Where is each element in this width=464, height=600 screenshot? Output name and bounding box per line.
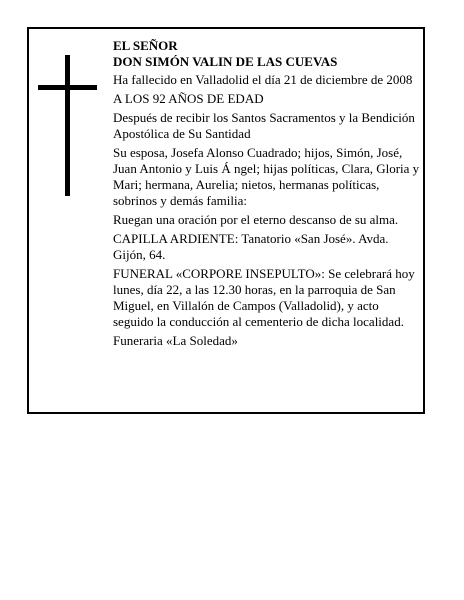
deceased-name: DON SIMÓN VALIN DE LAS CUEVAS	[113, 54, 338, 70]
death-announcement: Ha fallecido en Valladolid el día 21 de diciembre de 2008	[113, 72, 413, 88]
family-list: Su esposa, Josefa Alonso Cuadrado; hijos, Simón, José, Juan Antonio y Luis Á ngel; hijas políticas, Clara, Gloria y Mari; hermana, Aurelia; nietos, hermanas políticas, sobrinos y demás familia:	[113, 144, 420, 209]
funeral-home: Funeraria «La Soledad»	[113, 332, 238, 348]
cross-vertical-bar	[65, 55, 70, 196]
prayer-request: Ruegan una oración por el eterno descanso de su alma.	[113, 212, 399, 228]
chapel-location: CAPILLA ARDIENTE: Tanatorio «San José». Avda. Gijón, 64.	[113, 230, 389, 262]
obituary-text	[113, 38, 421, 352]
sacraments-line: Después de recibir los Santos Sacramentos y la Bendición Apostólica de Su Santidad	[113, 109, 415, 142]
age-line: A LOS 92 AÑOS DE EDAD	[113, 91, 264, 107]
funeral-details: FUNERAL «CORPORE INSEPULTO»: Se celebrará hoy lunes, día 22, a las 12.30 horas, en la parroquia de San Miguel, en Villalón de Campos (Valladolid), y acto seguido la conducción al cementerio de dicha localidad.	[113, 265, 415, 330]
cross-horizontal-bar	[38, 85, 97, 90]
deceased-title: EL SEÑOR	[113, 38, 178, 53]
